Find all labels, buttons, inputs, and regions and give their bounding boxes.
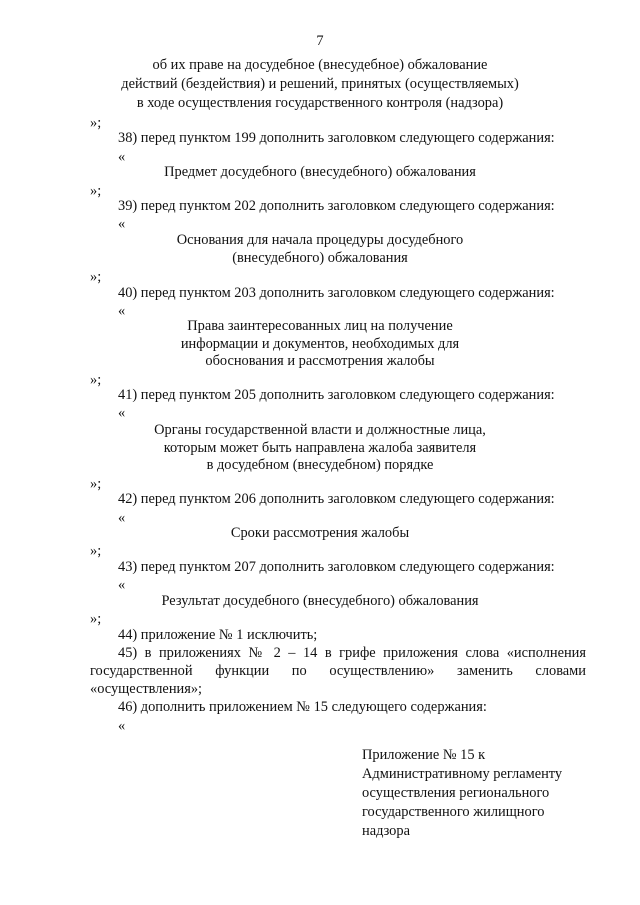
- open-quote: «: [118, 577, 126, 593]
- amendment-item: 44) приложение № 1 исключить;: [118, 627, 318, 643]
- intro-heading-line: в ходе осуществления государственного контроля (надзора): [136, 95, 504, 111]
- inserted-heading-line: Права заинтересованных лиц на получение: [187, 318, 453, 334]
- intro-heading-line: действий (бездействия) и решений, принятых (осуществляемых): [121, 76, 519, 92]
- inserted-heading-line: Основания для начала процедуры досудебного: [176, 232, 464, 248]
- appendix-caption-line: Приложение № 15 к: [362, 747, 486, 763]
- amendment-item-line: «осуществления»;: [90, 681, 203, 697]
- page-number: 7: [316, 33, 324, 49]
- open-quote: «: [118, 303, 126, 319]
- amendment-item: 43) перед пунктом 207 дополнить заголовком следующего содержания:: [118, 559, 555, 575]
- amendment-item: 41) перед пунктом 205 дополнить заголовком следующего содержания:: [118, 387, 555, 403]
- amendment-item-line: 45) в приложениях № 2 – 14 в грифе приложения слова «исполнения: [118, 645, 586, 661]
- amendment-item: 42) перед пунктом 206 дополнить заголовком следующего содержания:: [118, 491, 555, 507]
- close-quote: »;: [90, 543, 102, 559]
- inserted-heading-line: Органы государственной власти и должностные лица,: [154, 422, 486, 438]
- amendment-item-line: государственной функции по осуществлению» заменить словами: [90, 663, 586, 679]
- appendix-caption-line: надзора: [362, 823, 410, 839]
- open-quote: «: [118, 149, 126, 165]
- close-quote: »;: [90, 183, 102, 199]
- inserted-heading-line: Предмет досудебного (внесудебного) обжалования: [164, 164, 476, 180]
- inserted-heading-line: информации и документов, необходимых для: [180, 336, 460, 352]
- close-quote: »;: [90, 611, 102, 627]
- inserted-heading-line: обоснования и рассмотрения жалобы: [205, 353, 435, 369]
- inserted-heading-line: Сроки рассмотрения жалобы: [230, 525, 410, 541]
- intro-heading-line: об их праве на досудебное (внесудебное) обжалование: [152, 57, 488, 73]
- open-quote: «: [118, 216, 126, 232]
- close-quote: »;: [90, 476, 102, 492]
- inserted-heading-line: Результат досудебного (внесудебного) обжалования: [161, 593, 479, 609]
- inserted-heading-line: (внесудебного) обжалования: [232, 250, 408, 266]
- amendment-item: 46) дополнить приложением № 15 следующего содержания:: [118, 699, 487, 715]
- close-quote: »;: [90, 115, 102, 131]
- inserted-heading-line: которым может быть направлена жалоба заявителя: [163, 440, 477, 456]
- appendix-caption-line: осуществления регионального: [362, 785, 550, 801]
- close-quote: »;: [90, 372, 102, 388]
- amendment-item: 40) перед пунктом 203 дополнить заголовком следующего содержания:: [118, 285, 555, 301]
- amendment-item: 39) перед пунктом 202 дополнить заголовком следующего содержания:: [118, 198, 555, 214]
- close-quote: »;: [90, 269, 102, 285]
- inserted-heading-line: в досудебном (внесудебном) порядке: [206, 457, 434, 473]
- open-quote: «: [118, 405, 126, 421]
- amendment-item: 38) перед пунктом 199 дополнить заголовком следующего содержания:: [118, 130, 555, 146]
- open-quote: «: [118, 718, 126, 734]
- open-quote: «: [118, 510, 126, 526]
- appendix-caption-line: государственного жилищного: [362, 804, 545, 820]
- appendix-caption-line: Административному регламенту: [362, 766, 563, 782]
